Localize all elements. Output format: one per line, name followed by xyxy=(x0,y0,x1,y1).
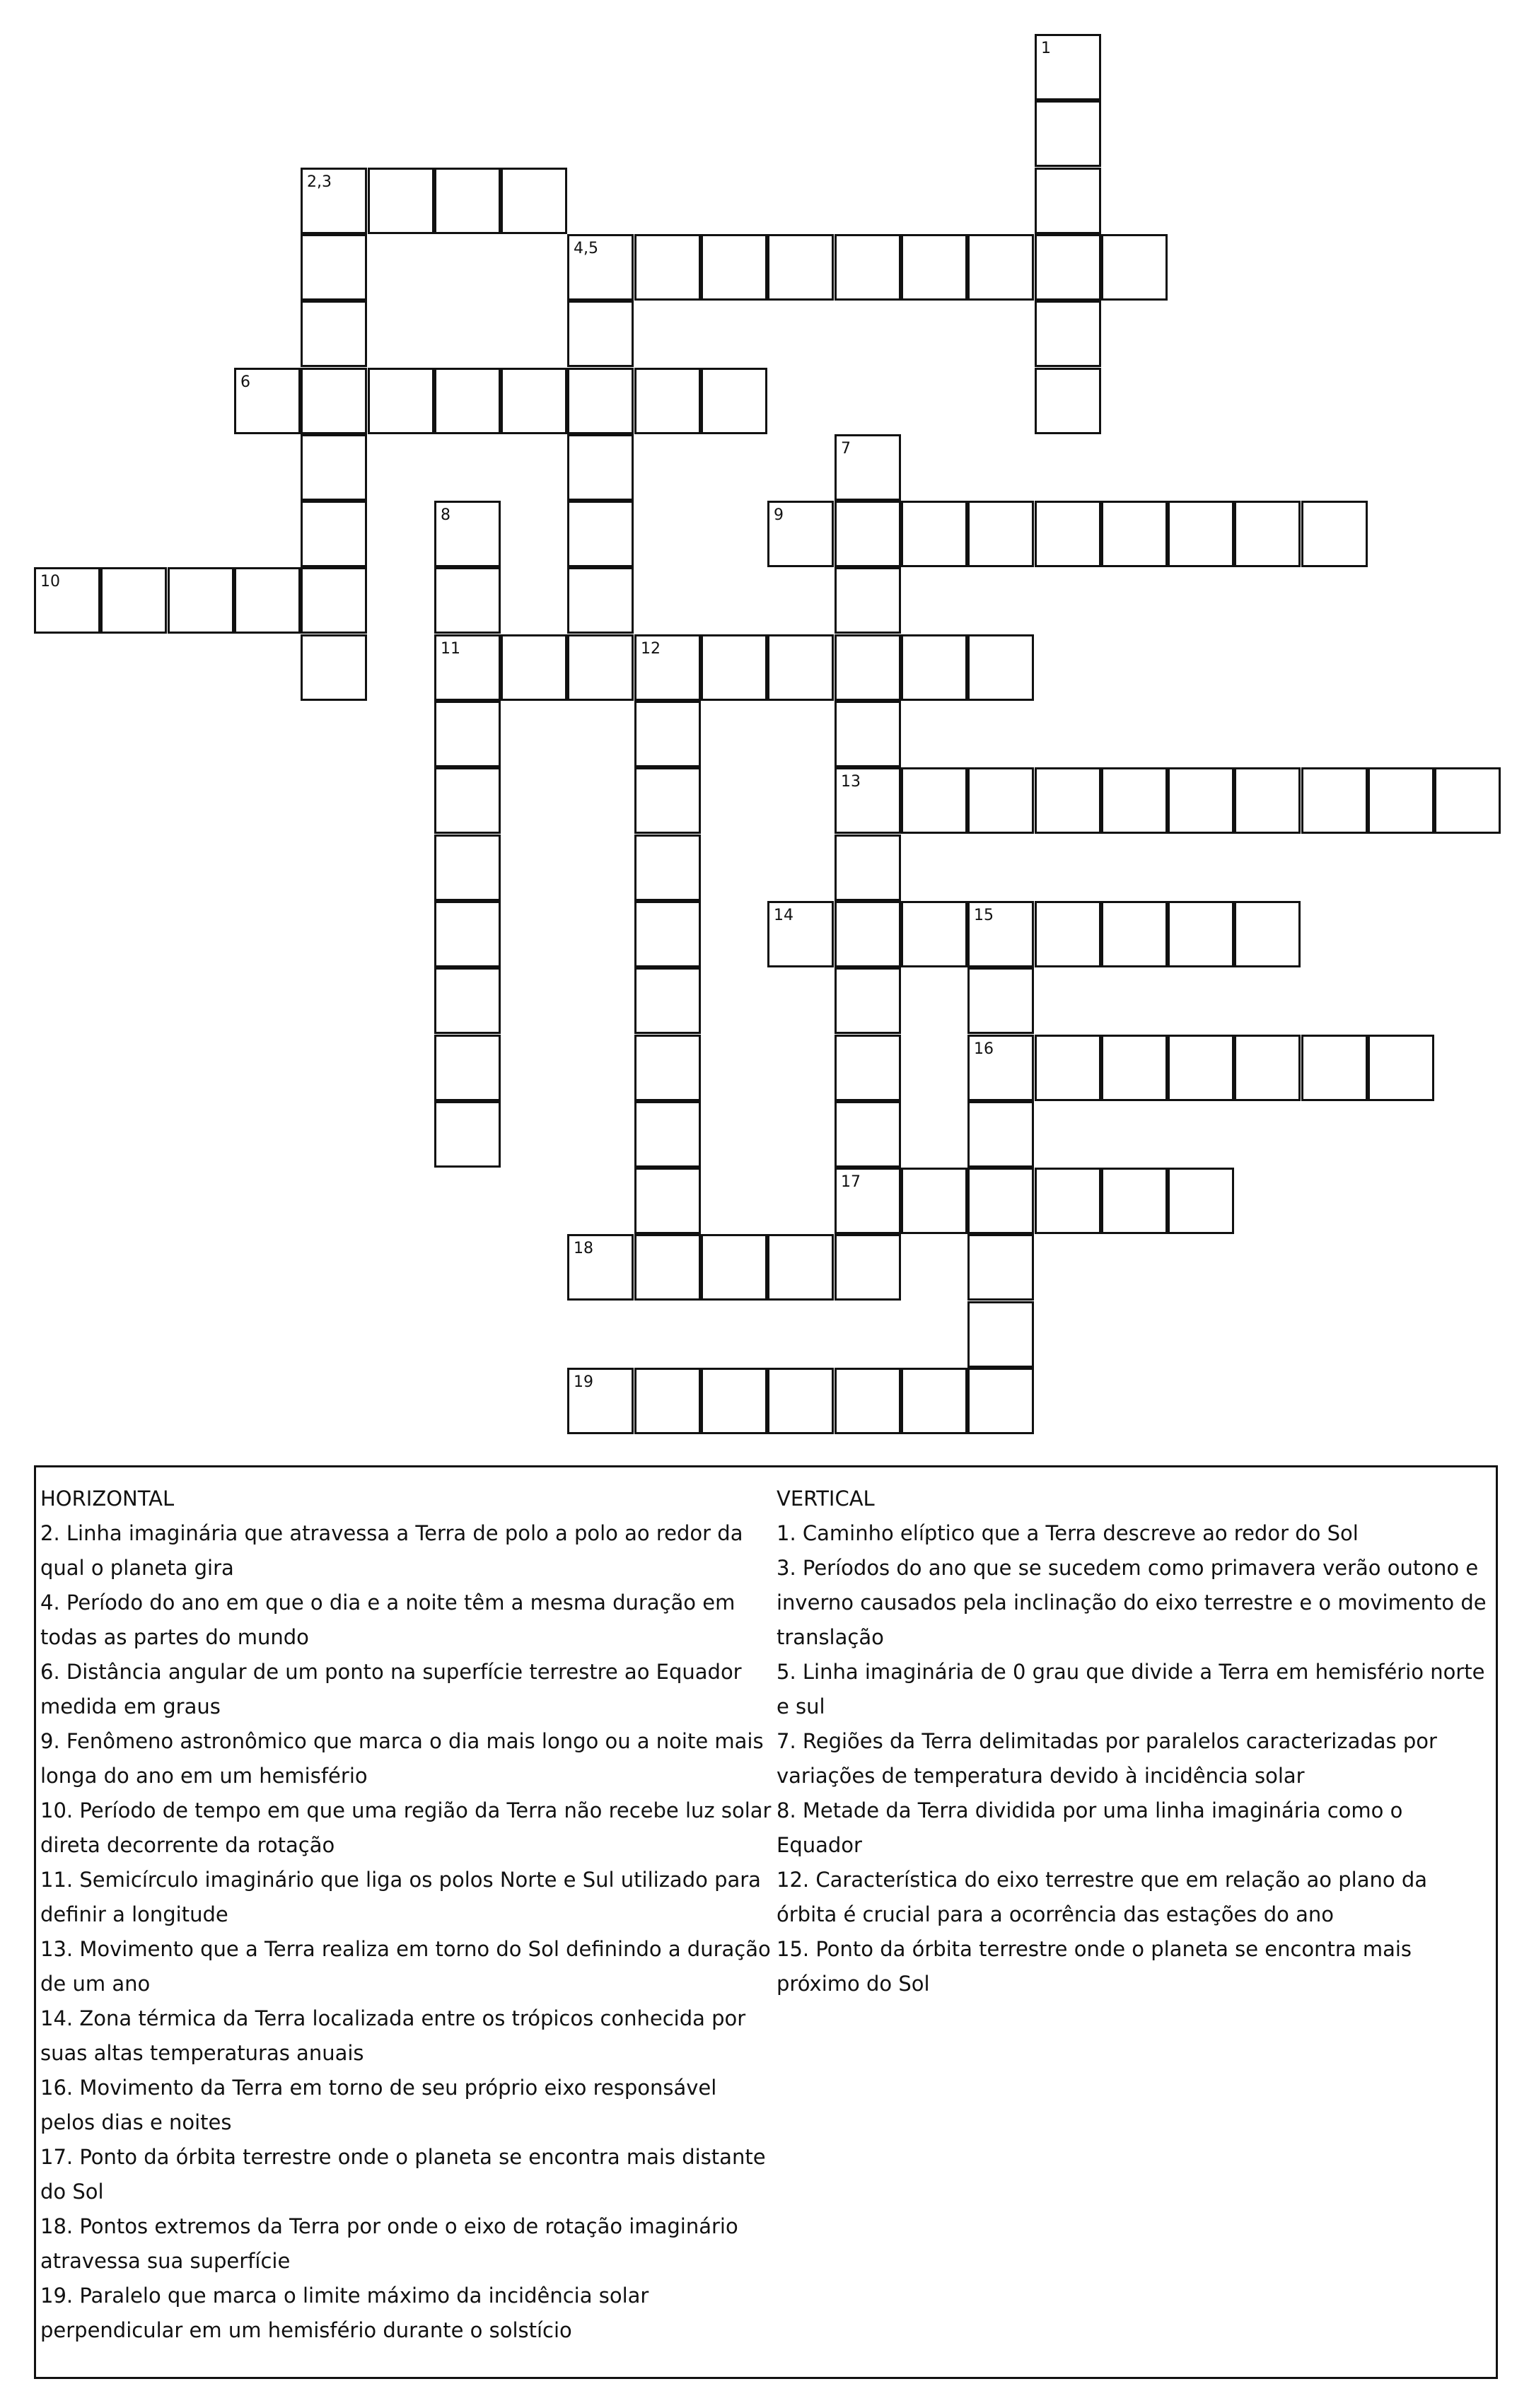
grid-cell[interactable] xyxy=(1168,1035,1234,1101)
grid-cell[interactable] xyxy=(1035,901,1101,967)
grid-cell[interactable] xyxy=(501,368,567,434)
clue-vertical-3: 3. Períodos do ano que se sucedem como primavera verão outono e inverno causados pela inclinação do eixo terrestre e o movimento de translação xyxy=(777,1556,1487,1649)
grid-cell[interactable] xyxy=(434,567,501,634)
grid-cell[interactable] xyxy=(967,1301,1034,1368)
grid-cell[interactable] xyxy=(701,1234,767,1301)
grid-cell[interactable] xyxy=(1035,301,1101,367)
vertical-clues xyxy=(777,1482,1491,2001)
grid-cell[interactable] xyxy=(634,967,701,1034)
grid-cell[interactable] xyxy=(434,1035,501,1101)
grid-cell[interactable] xyxy=(567,501,634,567)
grid-cell[interactable] xyxy=(1301,1035,1368,1101)
clue-horizontal-16: 16. Movimento da Terra em torno de seu próprio eixo responsável pelos dias e noites xyxy=(40,2076,717,2134)
grid-cell[interactable] xyxy=(1168,767,1234,834)
grid-cell[interactable] xyxy=(767,1234,834,1301)
grid-cell[interactable] xyxy=(634,1368,701,1434)
grid-cell[interactable] xyxy=(368,368,434,434)
grid-cell[interactable] xyxy=(434,767,501,834)
grid-cell[interactable] xyxy=(634,701,701,767)
grid-cell[interactable] xyxy=(835,901,901,967)
grid-cell[interactable] xyxy=(901,901,967,967)
grid-cell[interactable] xyxy=(835,567,901,634)
grid-cell[interactable] xyxy=(634,234,701,301)
grid-cell[interactable] xyxy=(1168,501,1234,567)
grid-cell[interactable] xyxy=(1234,901,1301,967)
grid-cell[interactable] xyxy=(967,501,1034,567)
clue-number: 10 xyxy=(40,573,60,591)
clue-horizontal-11: 11. Semicírculo imaginário que liga os polos Norte e Sul utilizado para definir a longitude xyxy=(40,1868,761,1926)
grid-cell[interactable] xyxy=(1301,501,1368,567)
grid-cell[interactable] xyxy=(967,234,1034,301)
grid-cell[interactable] xyxy=(967,1234,1034,1301)
grid-cell[interactable] xyxy=(1434,767,1501,834)
grid-cell[interactable] xyxy=(1101,501,1168,567)
grid-cell[interactable] xyxy=(901,634,967,701)
grid-cell[interactable] xyxy=(901,1368,967,1434)
grid-cell[interactable] xyxy=(634,767,701,834)
clue-horizontal-9: 9. Fenômeno astronômico que marca o dia mais longo ou a noite mais longa do ano em um hemisfério xyxy=(40,1729,764,1788)
vertical-heading: VERTICAL xyxy=(777,1487,875,1511)
grid-cell[interactable] xyxy=(634,368,701,434)
grid-cell[interactable] xyxy=(1301,767,1368,834)
grid-cell[interactable] xyxy=(434,701,501,767)
clue-horizontal-10: 10. Período de tempo em que uma região da Terra não recebe luz solar direta decorrente da rotação xyxy=(40,1798,772,1857)
grid-cell[interactable] xyxy=(967,967,1034,1034)
grid-cell[interactable] xyxy=(1234,767,1301,834)
grid-cell[interactable] xyxy=(1234,501,1301,567)
grid-cell[interactable] xyxy=(835,1234,901,1301)
grid-cell[interactable] xyxy=(901,1168,967,1234)
grid-cell[interactable] xyxy=(567,301,634,367)
horizontal-heading: HORIZONTAL xyxy=(40,1487,175,1511)
grid-cell[interactable] xyxy=(634,1234,701,1301)
clue-vertical-5: 5. Linha imaginária de 0 grau que divide a Terra em hemisfério norte e sul xyxy=(777,1660,1485,1718)
grid-cell[interactable] xyxy=(634,1101,701,1168)
clue-number: 11 xyxy=(441,640,460,658)
clue-number: 12 xyxy=(641,640,661,658)
grid-cell[interactable] xyxy=(100,567,167,634)
horizontal-clues xyxy=(40,1482,776,2348)
grid-cell[interactable] xyxy=(1168,1168,1234,1234)
grid-cell[interactable] xyxy=(168,567,234,634)
grid-cell[interactable] xyxy=(1035,168,1101,234)
grid-cell[interactable] xyxy=(967,634,1034,701)
clue-number: 19 xyxy=(574,1373,593,1391)
grid-cell[interactable] xyxy=(835,1101,901,1168)
grid-cell[interactable] xyxy=(967,1168,1034,1234)
grid-cell[interactable] xyxy=(835,634,901,701)
grid-cell[interactable] xyxy=(634,1168,701,1234)
grid-cell[interactable] xyxy=(434,168,501,234)
grid-cell[interactable] xyxy=(835,1368,901,1434)
clue-number: 14 xyxy=(774,907,793,924)
grid-cell[interactable] xyxy=(1101,1168,1168,1234)
grid-cell[interactable] xyxy=(1234,1035,1301,1101)
clue-horizontal-18: 18. Pontos extremos da Terra por onde o eixo de rotação imaginário atravessa sua superfície xyxy=(40,2214,738,2273)
grid-cell[interactable] xyxy=(234,567,301,634)
clue-vertical-12: 12. Característica do eixo terrestre que em relação ao plano da órbita é crucial para a ocorrência das estações do ano xyxy=(777,1868,1428,1926)
clue-number: 6 xyxy=(240,373,250,391)
grid-cell[interactable] xyxy=(434,967,501,1034)
grid-cell[interactable] xyxy=(835,234,901,301)
grid-cell[interactable] xyxy=(1035,100,1101,167)
clue-horizontal-4: 4. Período do ano em que o dia e a noite têm a mesma duração em todas as partes do mundo xyxy=(40,1590,736,1649)
grid-cell[interactable] xyxy=(301,301,367,367)
grid-cell[interactable] xyxy=(434,901,501,967)
grid-cell[interactable] xyxy=(901,767,967,834)
grid-cell[interactable] xyxy=(368,168,434,234)
clue-number: 1 xyxy=(1041,40,1051,57)
clue-vertical-15: 15. Ponto da órbita terrestre onde o planeta se encontra mais próximo do Sol xyxy=(777,1937,1412,1996)
grid-cell[interactable] xyxy=(434,368,501,434)
grid-cell[interactable] xyxy=(835,701,901,767)
grid-cell[interactable] xyxy=(301,434,367,501)
grid-cell[interactable] xyxy=(1035,368,1101,434)
grid-cell[interactable] xyxy=(301,634,367,701)
grid-cell[interactable] xyxy=(901,501,967,567)
grid-cell[interactable] xyxy=(1368,1035,1434,1101)
grid-cell[interactable] xyxy=(1035,501,1101,567)
grid-cell[interactable] xyxy=(1101,901,1168,967)
grid-cell[interactable] xyxy=(967,767,1034,834)
clue-number: 13 xyxy=(841,773,861,791)
clue-horizontal-19: 19. Paralelo que marca o limite máximo da incidência solar perpendicular em um hemisfério durante o solstício xyxy=(40,2284,649,2342)
clue-horizontal-17: 17. Ponto da órbita terrestre onde o planeta se encontra mais distante do Sol xyxy=(40,2145,766,2204)
grid-cell[interactable] xyxy=(301,501,367,567)
grid-cell[interactable] xyxy=(701,368,767,434)
grid-cell[interactable] xyxy=(634,1035,701,1101)
grid-cell[interactable] xyxy=(967,1368,1034,1434)
clue-number: 7 xyxy=(841,440,851,458)
clue-number: 15 xyxy=(974,907,994,924)
grid-cell[interactable] xyxy=(567,434,634,501)
grid-cell[interactable] xyxy=(567,634,634,701)
grid-cell[interactable] xyxy=(767,234,834,301)
grid-cell[interactable] xyxy=(1101,767,1168,834)
grid-cell[interactable] xyxy=(301,567,367,634)
grid-cell[interactable] xyxy=(1101,234,1168,301)
grid-cell[interactable] xyxy=(835,501,901,567)
grid-cell[interactable] xyxy=(1368,767,1434,834)
clue-number: 16 xyxy=(974,1040,994,1058)
grid-cell[interactable] xyxy=(701,234,767,301)
grid-cell[interactable] xyxy=(1035,1035,1101,1101)
grid-cell[interactable] xyxy=(835,834,901,901)
clue-number: 9 xyxy=(774,506,784,524)
clue-horizontal-6: 6. Distância angular de um ponto na superfície terrestre ao Equador medida em graus xyxy=(40,1660,742,1718)
grid-cell[interactable] xyxy=(634,834,701,901)
clue-number: 2,3 xyxy=(307,173,332,191)
grid-cell[interactable] xyxy=(1101,1035,1168,1101)
grid-cell[interactable] xyxy=(1035,234,1101,301)
grid-cell[interactable] xyxy=(434,834,501,901)
clue-number: 17 xyxy=(841,1173,861,1191)
clue-vertical-8: 8. Metade da Terra dividida por uma linha imaginária como o Equador xyxy=(777,1798,1403,1857)
grid-cell[interactable] xyxy=(701,634,767,701)
grid-cell[interactable] xyxy=(567,567,634,634)
grid-cell[interactable] xyxy=(835,967,901,1034)
grid-cell[interactable] xyxy=(634,901,701,967)
clue-vertical-1: 1. Caminho elíptico que a Terra descreve ao redor do Sol xyxy=(777,1521,1359,1545)
grid-cell[interactable] xyxy=(434,1101,501,1168)
clue-vertical-7: 7. Regiões da Terra delimitadas por paralelos caracterizadas por variações de temperatura devido à incidência solar xyxy=(777,1729,1437,1788)
clue-number: 8 xyxy=(441,506,450,524)
grid-cell[interactable] xyxy=(501,634,567,701)
clue-number: 18 xyxy=(574,1240,593,1257)
grid-cell[interactable] xyxy=(767,1368,834,1434)
clue-number: 4,5 xyxy=(574,240,598,257)
clue-box xyxy=(34,1465,1498,2379)
clue-horizontal-13: 13. Movimento que a Terra realiza em torno do Sol definindo a duração de um ano xyxy=(40,1937,771,1996)
grid-cell[interactable] xyxy=(301,368,367,434)
grid-cell[interactable] xyxy=(567,368,634,434)
grid-cell[interactable] xyxy=(901,234,967,301)
clue-horizontal-14: 14. Zona térmica da Terra localizada entre os trópicos conhecida por suas altas temperaturas anuais xyxy=(40,2006,746,2065)
grid-cell[interactable] xyxy=(501,168,567,234)
grid-cell[interactable] xyxy=(767,634,834,701)
grid-cell[interactable] xyxy=(301,234,367,301)
grid-cell[interactable] xyxy=(1035,1168,1101,1234)
grid-cell[interactable] xyxy=(835,1035,901,1101)
grid-cell[interactable] xyxy=(1035,767,1101,834)
grid-cell[interactable] xyxy=(701,1368,767,1434)
clue-horizontal-2: 2. Linha imaginária que atravessa a Terra de polo a polo ao redor da qual o planeta gira xyxy=(40,1521,743,1580)
grid-cell[interactable] xyxy=(1168,901,1234,967)
grid-cell[interactable] xyxy=(967,1101,1034,1168)
